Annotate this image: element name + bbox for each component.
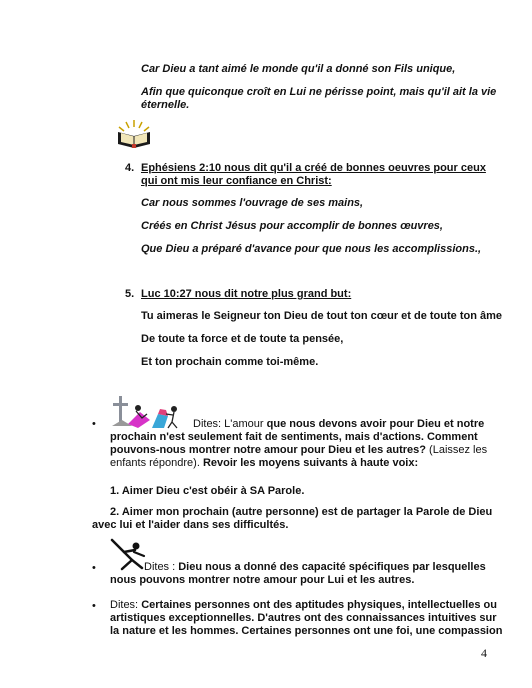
- normal-text: (Laissez les: [425, 444, 488, 456]
- verse-line: éternelle.: [141, 99, 190, 111]
- verse-line: Car Dieu a tant aimé le monde qu'il a donné son Fils unique,: [141, 63, 456, 75]
- verse-line: Tu aimeras le Seigneur ton Dieu de tout ton cœur et de toute ton âme: [141, 310, 502, 322]
- bold-text: Dieu nous a donné des capacité spécifiques par lesquelles: [178, 561, 486, 573]
- bullet-paragraph: [110, 561, 486, 587]
- bold-text: Revoir les moyens suivants à haute voix:: [202, 457, 419, 469]
- paragraph-line: nous pouvons montrer notre amour pour Lui et les autres.: [110, 574, 415, 586]
- bold-text: que nous devons avoir pour Dieu et notre: [266, 418, 485, 430]
- verse-line: Et ton prochain comme toi-même.: [141, 356, 319, 368]
- list-number: 5.: [125, 288, 135, 300]
- verse-line: Afin que quiconque croît en Lui ne périsse point, mais qu'il ait la vie: [141, 86, 497, 98]
- bible-icon: [112, 118, 156, 150]
- verse-line: Créés en Christ Jésus pour accomplir de bonnes œuvres,: [141, 220, 443, 232]
- page-number: 4: [481, 646, 487, 660]
- paragraph-line: artistiques exceptionnelles. D'autres ont des connaissances intuitives sur: [110, 612, 497, 624]
- verse-line: Que Dieu a préparé d'avance pour que nous les accomplissions.,: [141, 243, 482, 255]
- paragraph-line: prochain n'est seulement fait de sentiments, mais d'actions. Comment: [110, 431, 478, 443]
- verse-line: Car nous sommes l'ouvrage de ses mains,: [141, 197, 364, 209]
- normal-text: enfants répondre).: [110, 457, 203, 469]
- sub-item: 2. Aimer mon prochain (autre personne) est de partager la Parole de Dieu: [110, 506, 493, 518]
- bullet-dot: •: [92, 562, 96, 574]
- sub-item: 1. Aimer Dieu c'est obéir à SA Parole.: [110, 485, 305, 497]
- bullet-paragraph: [110, 599, 503, 638]
- bold-text: Certaines personnes ont des aptitudes physiques, intellectuelles ou: [141, 599, 497, 611]
- sub-item: avec lui et l'aider dans ses difficultés.: [92, 519, 289, 531]
- list-number: 4.: [125, 162, 135, 174]
- dites-label: Dites :: [144, 561, 179, 573]
- item-heading: qui ont mis leur confiance en Christ:: [141, 175, 332, 187]
- item-heading: Luc 10:27 nous dit notre plus grand but:: [141, 288, 352, 300]
- dites-label: Dites: L'amour: [193, 418, 267, 430]
- bullet-paragraph: [110, 418, 488, 470]
- bold-text: pouvons-nous montrer notre amour pour Dieu et les autres?: [110, 444, 426, 456]
- bullet-dot: •: [92, 418, 96, 430]
- paragraph-line: la nature et les hommes. Certaines personnes ont une foi, une compassion: [110, 625, 503, 637]
- item-heading: Ephésiens 2:10 nous dit qu'il a créé de bonnes oeuvres pour ceux: [141, 162, 486, 174]
- dites-label: Dites:: [110, 599, 142, 611]
- verse-line: De toute ta force et de toute ta pensée,: [141, 333, 344, 345]
- bullet-dot: •: [92, 600, 96, 612]
